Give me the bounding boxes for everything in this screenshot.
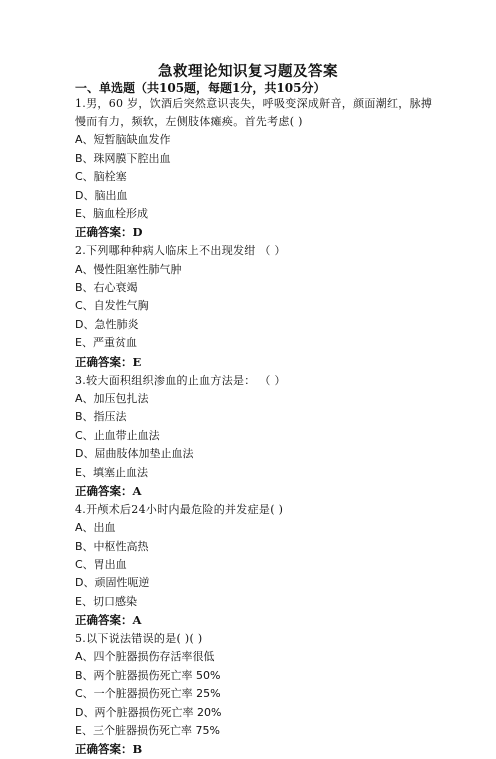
answer-option: D、屈曲肢体加垫止血法 (75, 447, 194, 461)
answer-option: A、出血 (75, 521, 116, 535)
answer-option: A、加压包扎法 (75, 391, 149, 405)
question-stem: 1.男，60 岁，饮酒后突然意识丧失，呼吸变深成鼾音，颜面潮红，脉搏慢而有力，频软，左侧肢体瘫痪。首先考虑( ) (75, 97, 433, 129)
question-block (75, 372, 435, 501)
answer-option: D、脑出血 (75, 188, 128, 202)
section-heading: 一、单选题（共105题，每题1分，共105分） (75, 81, 326, 95)
answer-option: C、止血带止血法 (75, 428, 160, 442)
correct-answer: 正确答案：A (75, 483, 142, 498)
correct-answer: 正确答案：E (75, 354, 142, 369)
answer-option: B、中枢性高热 (75, 539, 149, 553)
correct-answer: 正确答案：A (75, 613, 142, 628)
question-block (75, 630, 435, 759)
answer-option: B、指压法 (75, 410, 127, 424)
answer-option: D、两个脏器损伤死亡率 20% (75, 705, 222, 719)
answer-option: D、急性肺炎 (75, 317, 139, 331)
answer-option: B、珠网膜下腔出血 (75, 151, 171, 165)
question-stem: 4.开颅术后24小时内最危险的并发症是( ) (75, 502, 284, 516)
answer-option: C、自发性气胸 (75, 299, 149, 313)
question-block (75, 501, 435, 630)
correct-answer: 正确答案：D (75, 225, 143, 240)
answer-option: C、一个脏器损伤死亡率 25% (75, 687, 221, 701)
question-stem: 2.下列哪种种病人临床上不出现发绀 （ ） (75, 244, 286, 258)
question-block (75, 242, 435, 371)
answer-option: D、顽固性呃逆 (75, 576, 150, 590)
answer-option: C、脑栓塞 (75, 170, 127, 184)
question-block (75, 95, 435, 242)
answer-option: A、慢性阻塞性肺气肿 (75, 262, 182, 276)
answer-option: E、脑血栓形成 (75, 207, 148, 221)
answer-option: A、四个脏器损伤存活率很低 (75, 650, 215, 664)
correct-answer: 正确答案：B (75, 742, 143, 757)
answer-option: E、严重贫血 (75, 336, 137, 350)
question-stem: 5.以下说法错误的是( )( ) (75, 632, 203, 646)
answer-option: C、胃出血 (75, 557, 127, 571)
answer-option: E、填塞止血法 (75, 465, 148, 479)
answer-option: B、两个脏器损伤死亡率 50% (75, 668, 221, 682)
answer-option: B、右心衰竭 (75, 281, 138, 295)
question-list (75, 95, 435, 759)
document-title: 急救理论知识复习题及答案 (158, 63, 338, 80)
question-stem: 3.较大面积组织渗血的止血方法是： （ ） (75, 373, 286, 387)
answer-option: E、三个脏器损伤死亡率 75% (75, 723, 220, 737)
answer-option: E、切口感染 (75, 594, 137, 608)
answer-option: A、短暂脑缺血发作 (75, 133, 171, 147)
